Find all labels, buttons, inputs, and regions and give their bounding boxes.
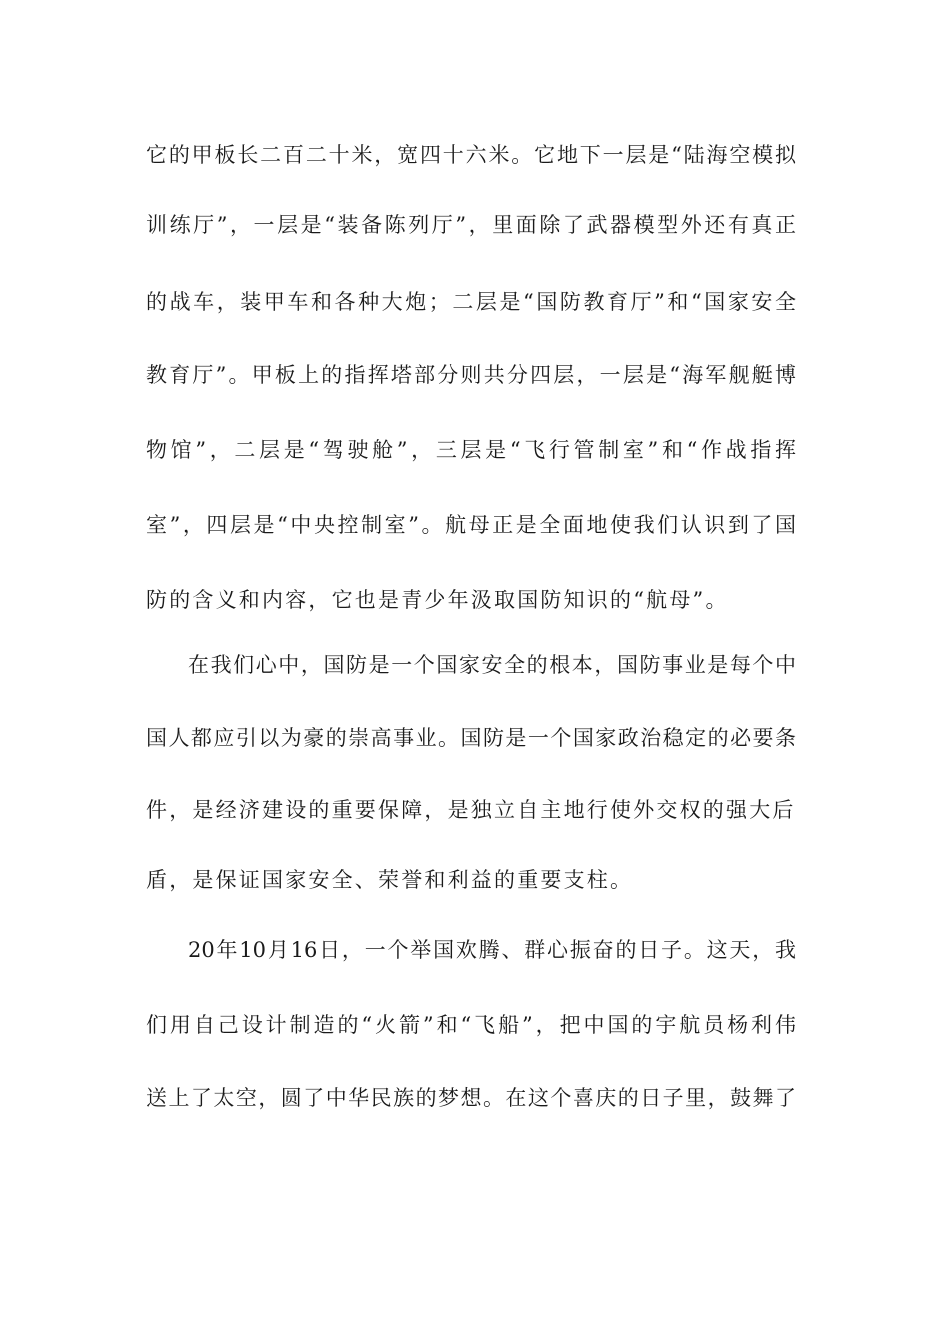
text-line: 们用自己设计制造的“火箭”和“飞船”，把中国的宇航员杨利伟 — [146, 1013, 796, 1037]
text-line: 它的甲板长二百二十米，宽四十六米。它地下一层是“陆海空模拟 — [146, 143, 796, 167]
text-line: 国人都应引以为豪的崇高事业。国防是一个国家政治稳定的必要条 — [146, 726, 796, 750]
text-line: 室”，四层是“中央控制室”。航母正是全面地使我们认识到了国 — [146, 513, 796, 537]
text-line: 防的含义和内容，它也是青少年汲取国防知识的“航母”。 — [146, 588, 729, 612]
paragraph-first-line: 在我们心中，国防是一个国家安全的根本，国防事业是每个中 — [188, 653, 796, 677]
text-line: 训练厅”，一层是“装备陈列厅”，里面除了武器模型外还有真正 — [146, 213, 796, 237]
text-line: 教育厅”。甲板上的指挥塔部分则共分四层，一层是“海军舰艇博 — [146, 363, 796, 387]
paragraph-first-line: 20年10月16日，一个举国欢腾、群心振奋的日子。这天，我 — [188, 938, 796, 962]
text-line: 送上了太空，圆了中华民族的梦想。在这个喜庆的日子里，鼓舞了 — [146, 1086, 796, 1110]
text-line: 件，是经济建设的重要保障，是独立自主地行使外交权的强大后 — [146, 798, 796, 822]
text-line: 盾，是保证国家安全、荣誉和利益的重要支柱。 — [146, 868, 634, 892]
text-line: 物馆”，二层是“驾驶舱”，三层是“飞行管制室”和“作战指挥 — [146, 438, 796, 462]
text-line: 的战车，装甲车和各种大炮；二层是“国防教育厅”和“国家安全 — [146, 290, 796, 314]
